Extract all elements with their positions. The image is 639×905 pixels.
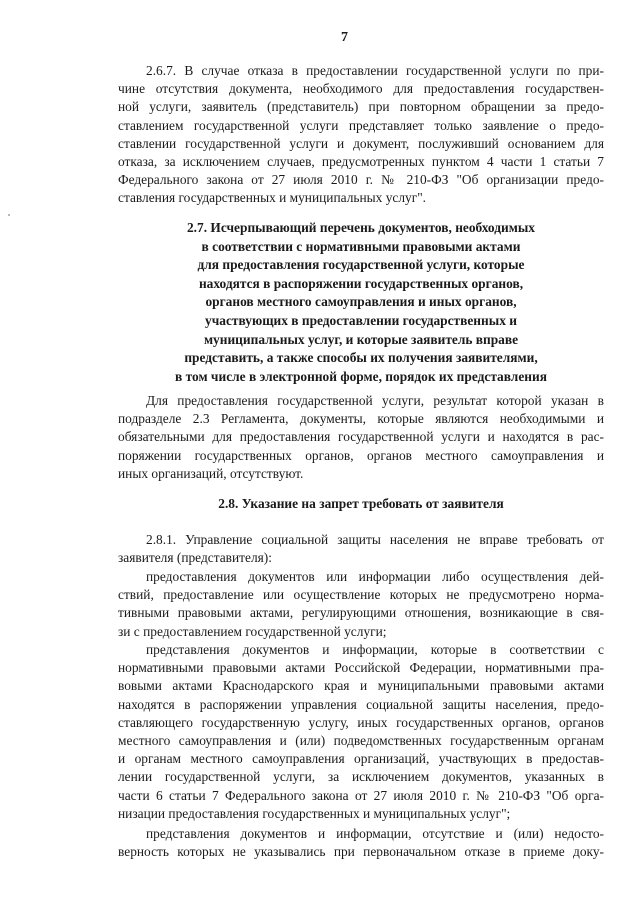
heading-line: находятся в распоряжении государственных органов, <box>198 275 524 291</box>
paragraph-2-8-1 <box>118 531 604 567</box>
text-line: и органам местного самоуправления организаций, участвующих в предостав- <box>118 751 604 767</box>
text-line: тивными правовыми актами, регулирующими отношения, возникающие в свя- <box>118 605 604 621</box>
paragraph-2-7 <box>118 392 604 483</box>
text-line: обязательными для предоставления государственной услуги и находятся в рас- <box>118 429 604 445</box>
list-item-documents-in-agencies <box>118 641 604 823</box>
text-line: зи с предоставлением государственной услуги; <box>118 623 387 639</box>
heading-line: представить, а также способы их получения заявителями, <box>184 350 538 366</box>
list-item-documents-not-indicated <box>118 825 604 861</box>
text-line: части 6 статьи 7 Федерального закона от 27 июля 2010 г. № 210-ФЗ "Об орга- <box>118 787 604 803</box>
text-line: предоставления документов или информации либо осуществления дей- <box>146 569 604 584</box>
heading-line: 2.8. Указание на запрет требовать от заявителя <box>218 496 504 511</box>
list-item-documents-not-required <box>118 568 604 641</box>
text-line: поряжении государственных органов, органов местного самоуправления и <box>118 447 604 463</box>
page-number: 7 <box>341 30 348 45</box>
text-line: Федерального закона от 27 июля 2010 г. № 210-ФЗ "Об организации предо- <box>118 172 604 188</box>
heading-line: в том числе в электронной форме, порядок их представления <box>175 368 547 384</box>
text-line: иных организаций, отсутствуют. <box>118 465 304 481</box>
heading-line: в соответствии с нормативными правовыми актами <box>201 238 521 254</box>
text-line: вовыми актами Краснодарского края и муниципальными правовыми актами <box>118 678 604 694</box>
paragraph-2-6-7 <box>118 62 604 208</box>
text-line: ставления государственных и муниципальных услуг". <box>118 190 427 206</box>
text-line: Для предоставления государственной услуги, результат которой указан в <box>146 393 604 408</box>
text-line: 2.8.1. Управление социальной защиты населения не вправе требовать от <box>146 532 604 547</box>
heading-line: участвующих в предоставлении государственных и <box>205 312 517 328</box>
text-line: ставляющего государственную услугу, иных государственных органов, органов <box>118 714 604 730</box>
text-line: отказа, за исключением случаев, предусмотренных пунктом 4 части 1 статьи 7 <box>118 153 604 169</box>
heading-line: для предоставления государственной услуги, которые <box>197 257 525 273</box>
text-line: ствий, предоставление или осуществление которых не предусмотрено норма- <box>118 587 604 603</box>
section-heading-2-8 <box>118 495 604 514</box>
text-line: низации предоставления государственных и муниципальных услуг"; <box>118 805 511 821</box>
text-line: местного самоуправления и (или) подведомственных государственным органам <box>118 732 604 748</box>
text-line: чине отсутствия документа, необходимого для предоставления государствен- <box>118 81 604 97</box>
text-line: 2.6.7. В случае отказа в предоставлении государственной услуги по при- <box>146 63 604 78</box>
text-line: верность которых не указывались при первоначальном отказе в приеме доку- <box>118 844 604 860</box>
text-line: лении государственной услуги, за исключением документов, указанных в <box>118 769 604 785</box>
text-line: подразделе 2.3 Регламента, документы, которые являются необходимыми и <box>118 411 604 427</box>
heading-line: органов местного самоуправления и иных органов, <box>205 294 517 310</box>
text-line: ной услуги, заявитель (представитель) при повторном обращении за предо- <box>118 99 604 115</box>
heading-line: муниципальных услуг, и которые заявитель вправе <box>203 331 519 347</box>
text-line: находятся в распоряжении управления социальной защиты населения, предо- <box>118 696 604 712</box>
text-line: представления документов и информации, отсутствие и (или) недосто- <box>146 826 604 841</box>
text-line: представления документов и информации, которые в соответствии с <box>146 642 604 657</box>
section-heading-2-7 <box>118 219 604 386</box>
text-line: заявителя (представителя): <box>118 550 272 566</box>
text-line: ставлением государственной услуги представляет только заявление о предо- <box>118 117 604 133</box>
heading-line: 2.7. Исчерпывающий перечень документов, необходимых <box>186 220 535 235</box>
text-line: ставлении государственной услуги и документ, послуживший основанием для <box>118 135 604 151</box>
scan-edge-mark <box>8 214 10 216</box>
text-line: нормативными правовыми актами Российской Федерации, нормативными пра- <box>118 660 604 676</box>
